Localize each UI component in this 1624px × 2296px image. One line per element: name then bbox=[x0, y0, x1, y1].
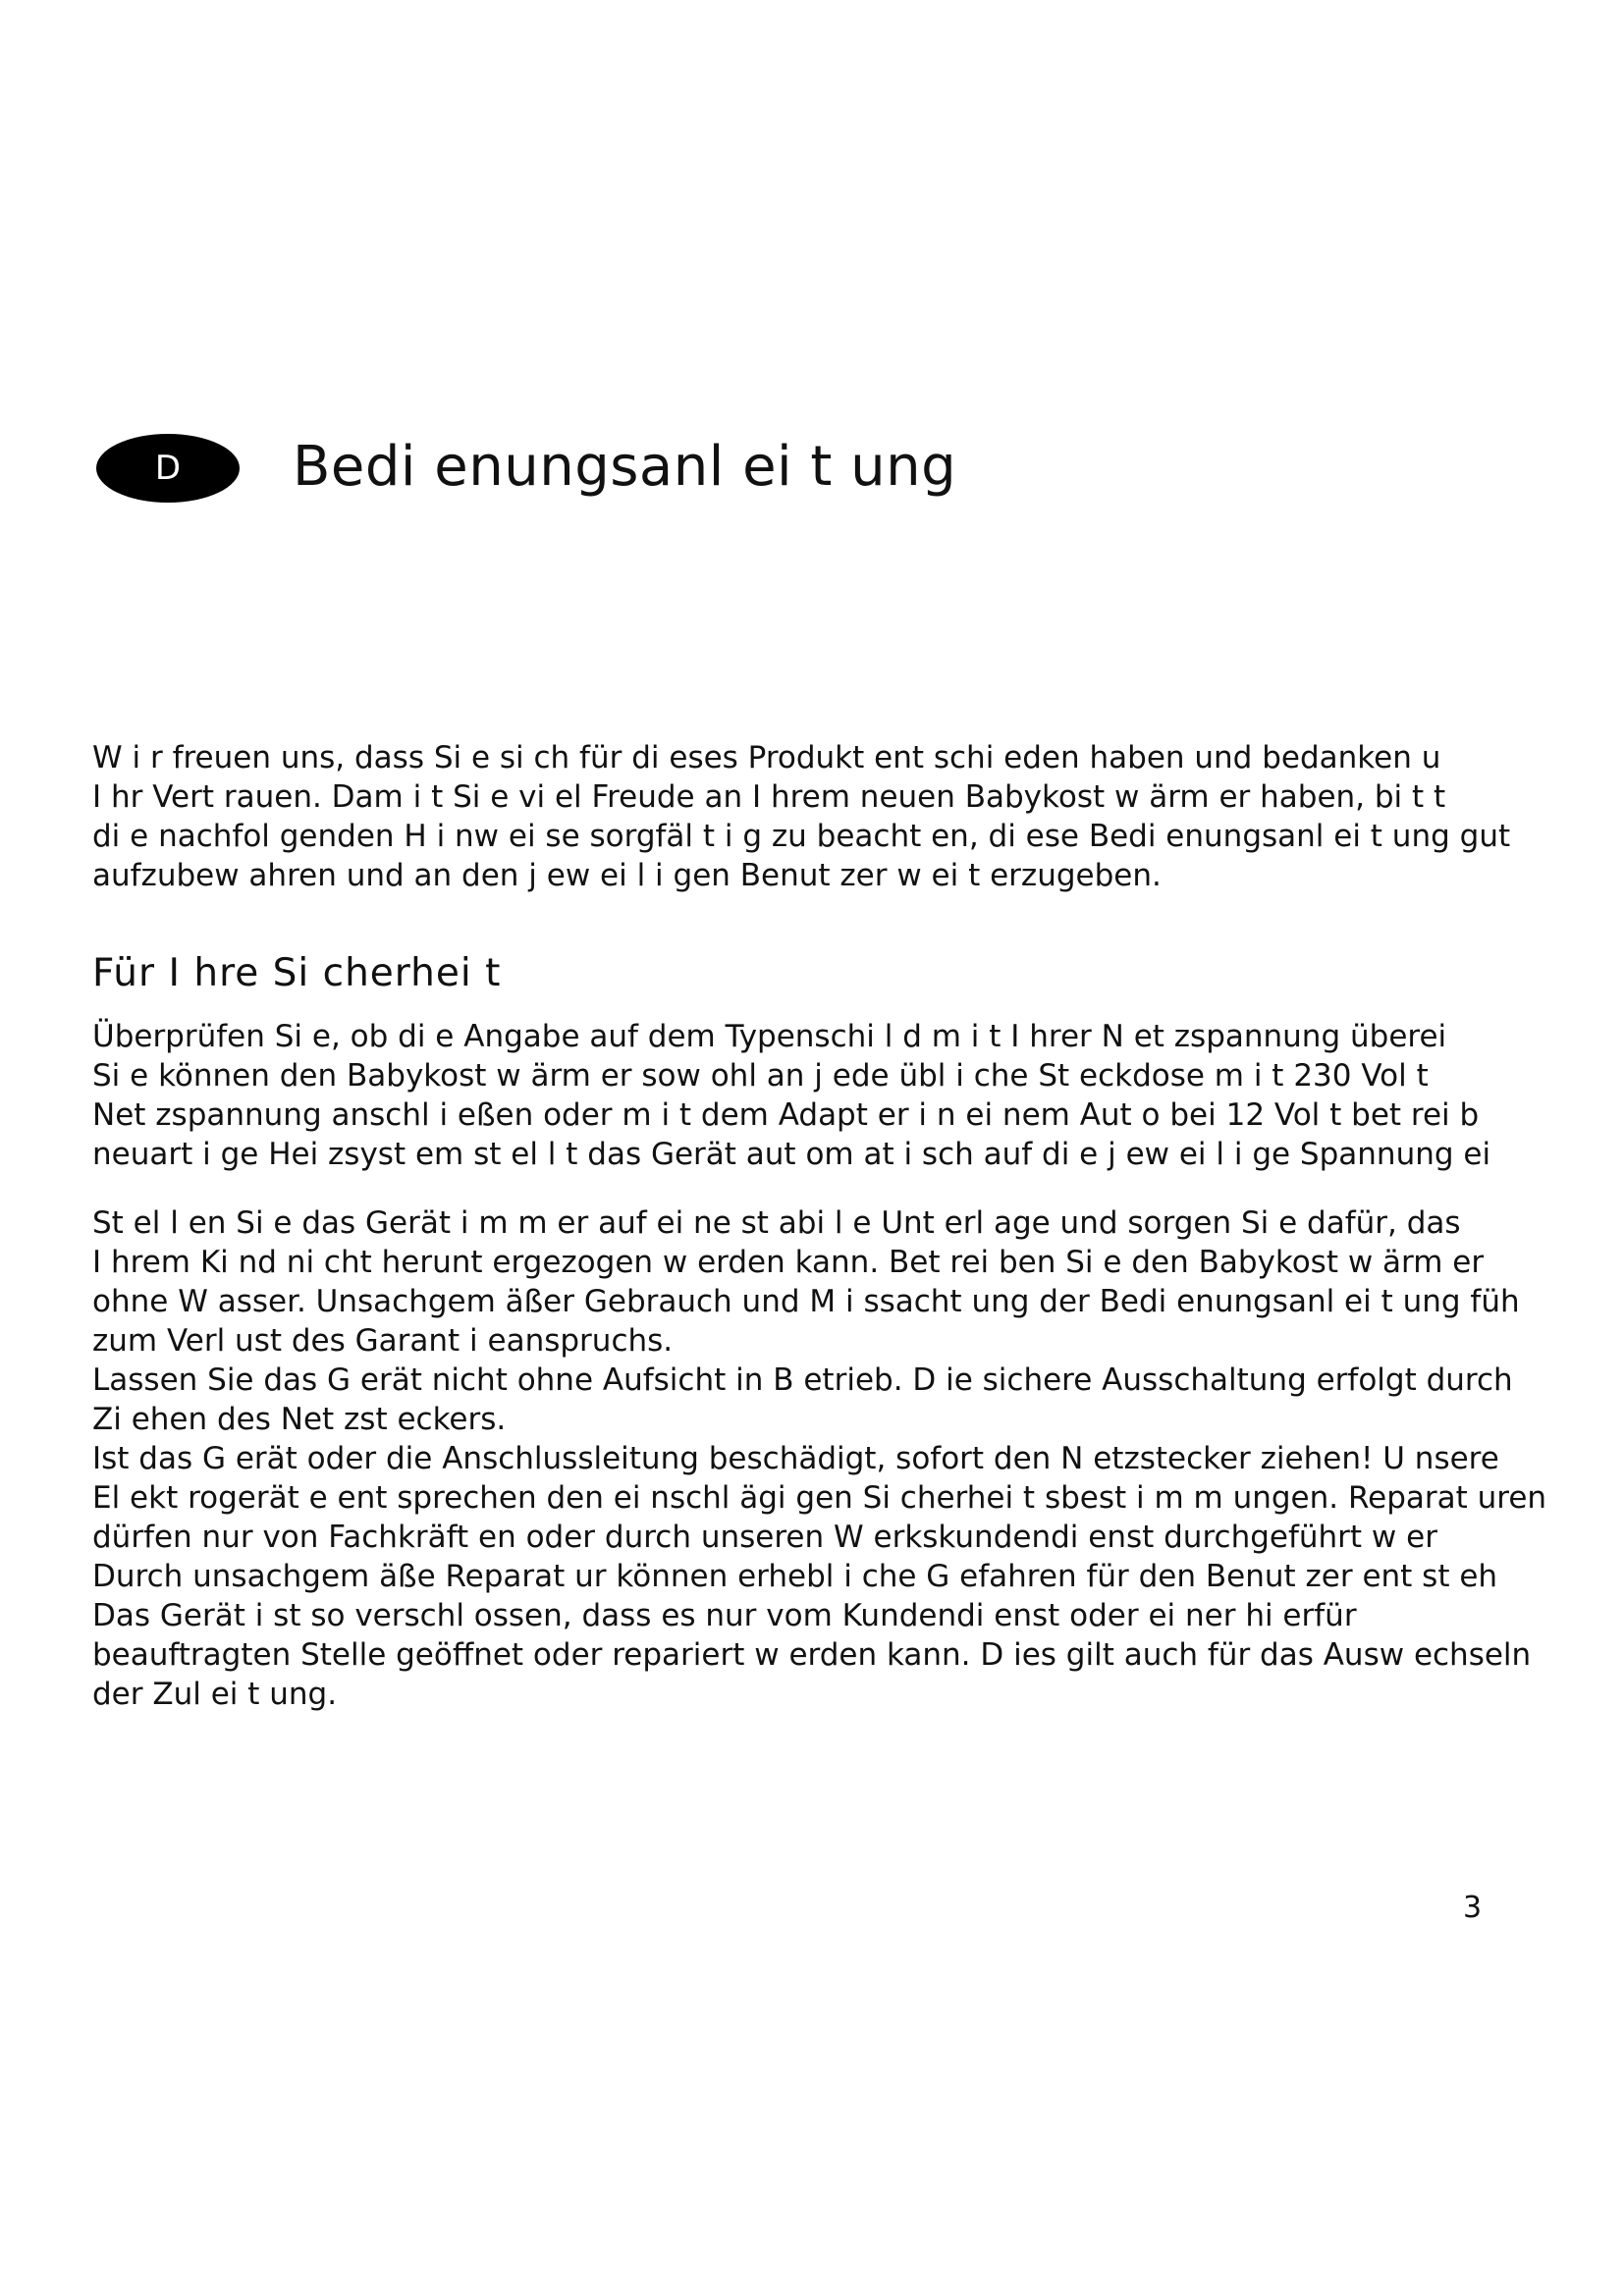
safety-paragraph-voltage bbox=[92, 1017, 1581, 1174]
paragraph-line: zum Verl ust des Garant i eanspruchs. bbox=[92, 1323, 674, 1359]
paragraph-line: Überprüfen Si e, ob di e Angabe auf dem Typenschi l d m i t I hrer N et zspannung überei bbox=[92, 1019, 1447, 1054]
intro-paragraph bbox=[92, 738, 1581, 895]
language-badge-label: D bbox=[154, 449, 182, 488]
intro-line: W i r freuen uns, dass Si e si ch für di eses Produkt ent schi eden haben und bedanken u bbox=[92, 740, 1441, 775]
intro-line: di e nachfol genden H i nw ei se sorgfäl t i g zu beacht en, di ese Bedi enungsanl ei t ung gut bbox=[92, 819, 1511, 854]
intro-line: aufzubew ahren und an den j ew ei l i gen Benut zer w ei t erzugeben. bbox=[92, 858, 1162, 893]
paragraph-line: St el l en Si e das Gerät i m m er auf ei ne st abi l e Unt erl age und sorgen Si e dafür, das bbox=[92, 1205, 1461, 1241]
paragraph-line: Lassen Sie das G erät nicht ohne Aufsicht in B etrieb. D ie sichere Ausschaltung erfolgt durch bbox=[92, 1362, 1513, 1398]
paragraph-line: neuart i ge Hei zsyst em st el l t das Gerät aut om at i sch auf di e j ew ei l i ge Spannung ei bbox=[92, 1137, 1491, 1172]
paragraph-line: Zi ehen des Net zst eckers. bbox=[92, 1402, 507, 1437]
section-heading-safety: Für I hre Si cherhei t bbox=[92, 951, 502, 995]
paragraph-line: Durch unsachgem äße Reparat ur können erhebl i che G efahren für den Benut zer ent st eh bbox=[92, 1559, 1498, 1594]
paragraph-line: Net zspannung anschl i eßen oder m i t dem Adapt er i n ei nem Aut o bei 12 Vol t bet rei b bbox=[92, 1097, 1480, 1133]
paragraph-line: El ekt rogerät e ent sprechen den ei nschl ägi gen Si cherhei t sbest i m m ungen. Reparat uren bbox=[92, 1480, 1547, 1516]
page-title: Bedi enungsanl ei t ung bbox=[293, 435, 957, 499]
paragraph-line: Das Gerät i st so verschl ossen, dass es nur vom Kundendi enst oder ei ner hi erfür bbox=[92, 1598, 1357, 1633]
paragraph-line: ohne W asser. Unsachgem äßer Gebrauch und M i ssacht ung der Bedi enungsanl ei t ung füh bbox=[92, 1284, 1520, 1319]
paragraph-line: der Zul ei t ung. bbox=[92, 1677, 338, 1712]
safety-paragraph-usage bbox=[92, 1203, 1581, 1714]
paragraph-line: dürfen nur von Fachkräft en oder durch unseren W erkskundendi enst durchgeführt w er bbox=[92, 1520, 1437, 1555]
paragraph-line: Ist das G erät oder die Anschlussleitung beschädigt, sofort den N etzstecker ziehen! U nsere bbox=[92, 1441, 1499, 1476]
intro-line: I hr Vert rauen. Dam i t Si e vi el Freude an I hrem neuen Babykost w ärm er haben, bi t t bbox=[92, 779, 1446, 815]
paragraph-line: Si e können den Babykost w ärm er sow ohl an j ede übl i che St eckdose m i t 230 Vol t bbox=[92, 1058, 1429, 1094]
language-badge bbox=[96, 434, 240, 503]
page-number: 3 bbox=[1463, 1891, 1483, 1925]
paragraph-line: I hrem Ki nd ni cht herunt ergezogen w erden kann. Bet rei ben Si e den Babykost w ärm er bbox=[92, 1245, 1485, 1280]
paragraph-line: beauftragten Stelle geöffnet oder repariert w erden kann. D ies gilt auch für das Ausw echseln bbox=[92, 1637, 1532, 1673]
